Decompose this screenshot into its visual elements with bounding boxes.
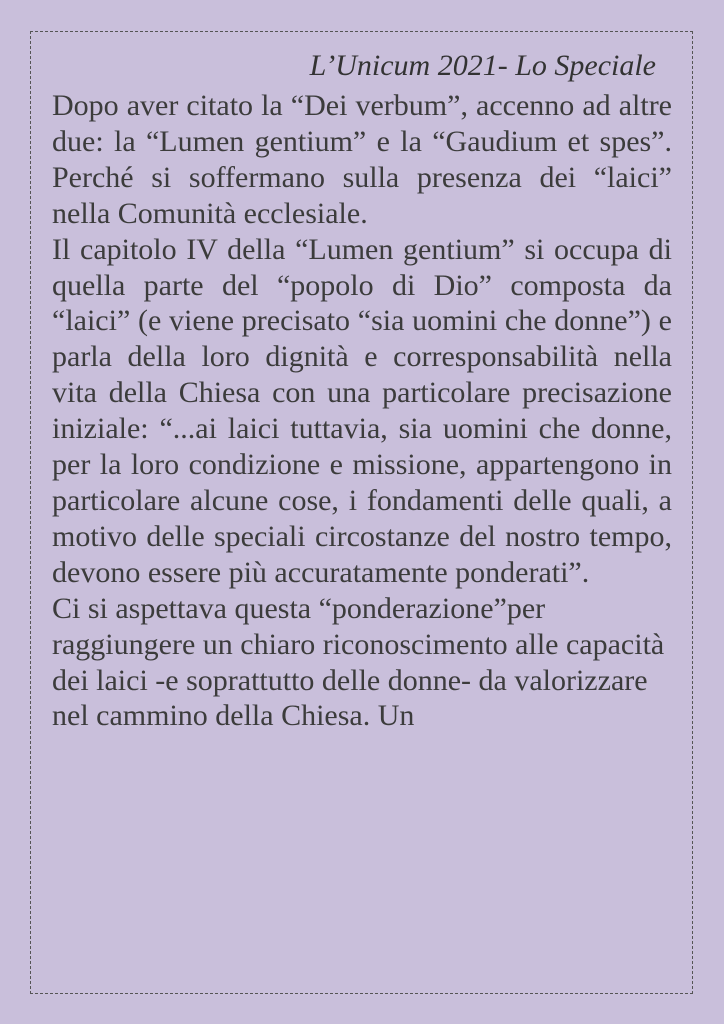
paragraph-1: Dopo aver citato la “Dei verbum”, accenno ad altre due: la “Lumen gentium” e la “Gaudium et spes”. Perché si soffermano sulla presenza dei “laici” nella Comunità ecclesiale.	[52, 89, 672, 230]
paragraph-2: Il capitolo IV della “Lumen gentium” si occupa di quella parte del “popolo di Dio” composta da “laici” (e viene precisato “sia uomini che donne”) e parla della loro dignità e corresponsabilità nella vita della Chiesa con una particolare precisazione iniziale: “...ai laici tuttavia, sia uomini che donne, per la loro condizione e missione, appartengono in particolare alcune cose, i fondamenti delle quali, a motivo delle speciali circostanze del nostro tempo, devono essere più accuratamente ponderati”.	[52, 232, 672, 589]
page-header-title: L’Unicum 2021- Lo Speciale	[309, 49, 656, 82]
article-body	[52, 88, 672, 734]
paragraph-3: Ci si aspettava questa “ponderazione”per raggiungere un chiaro riconoscimento alle capacità dei laici -e soprattutto delle donne- da valorizzare nel cammino della Chiesa. Un	[52, 591, 665, 733]
